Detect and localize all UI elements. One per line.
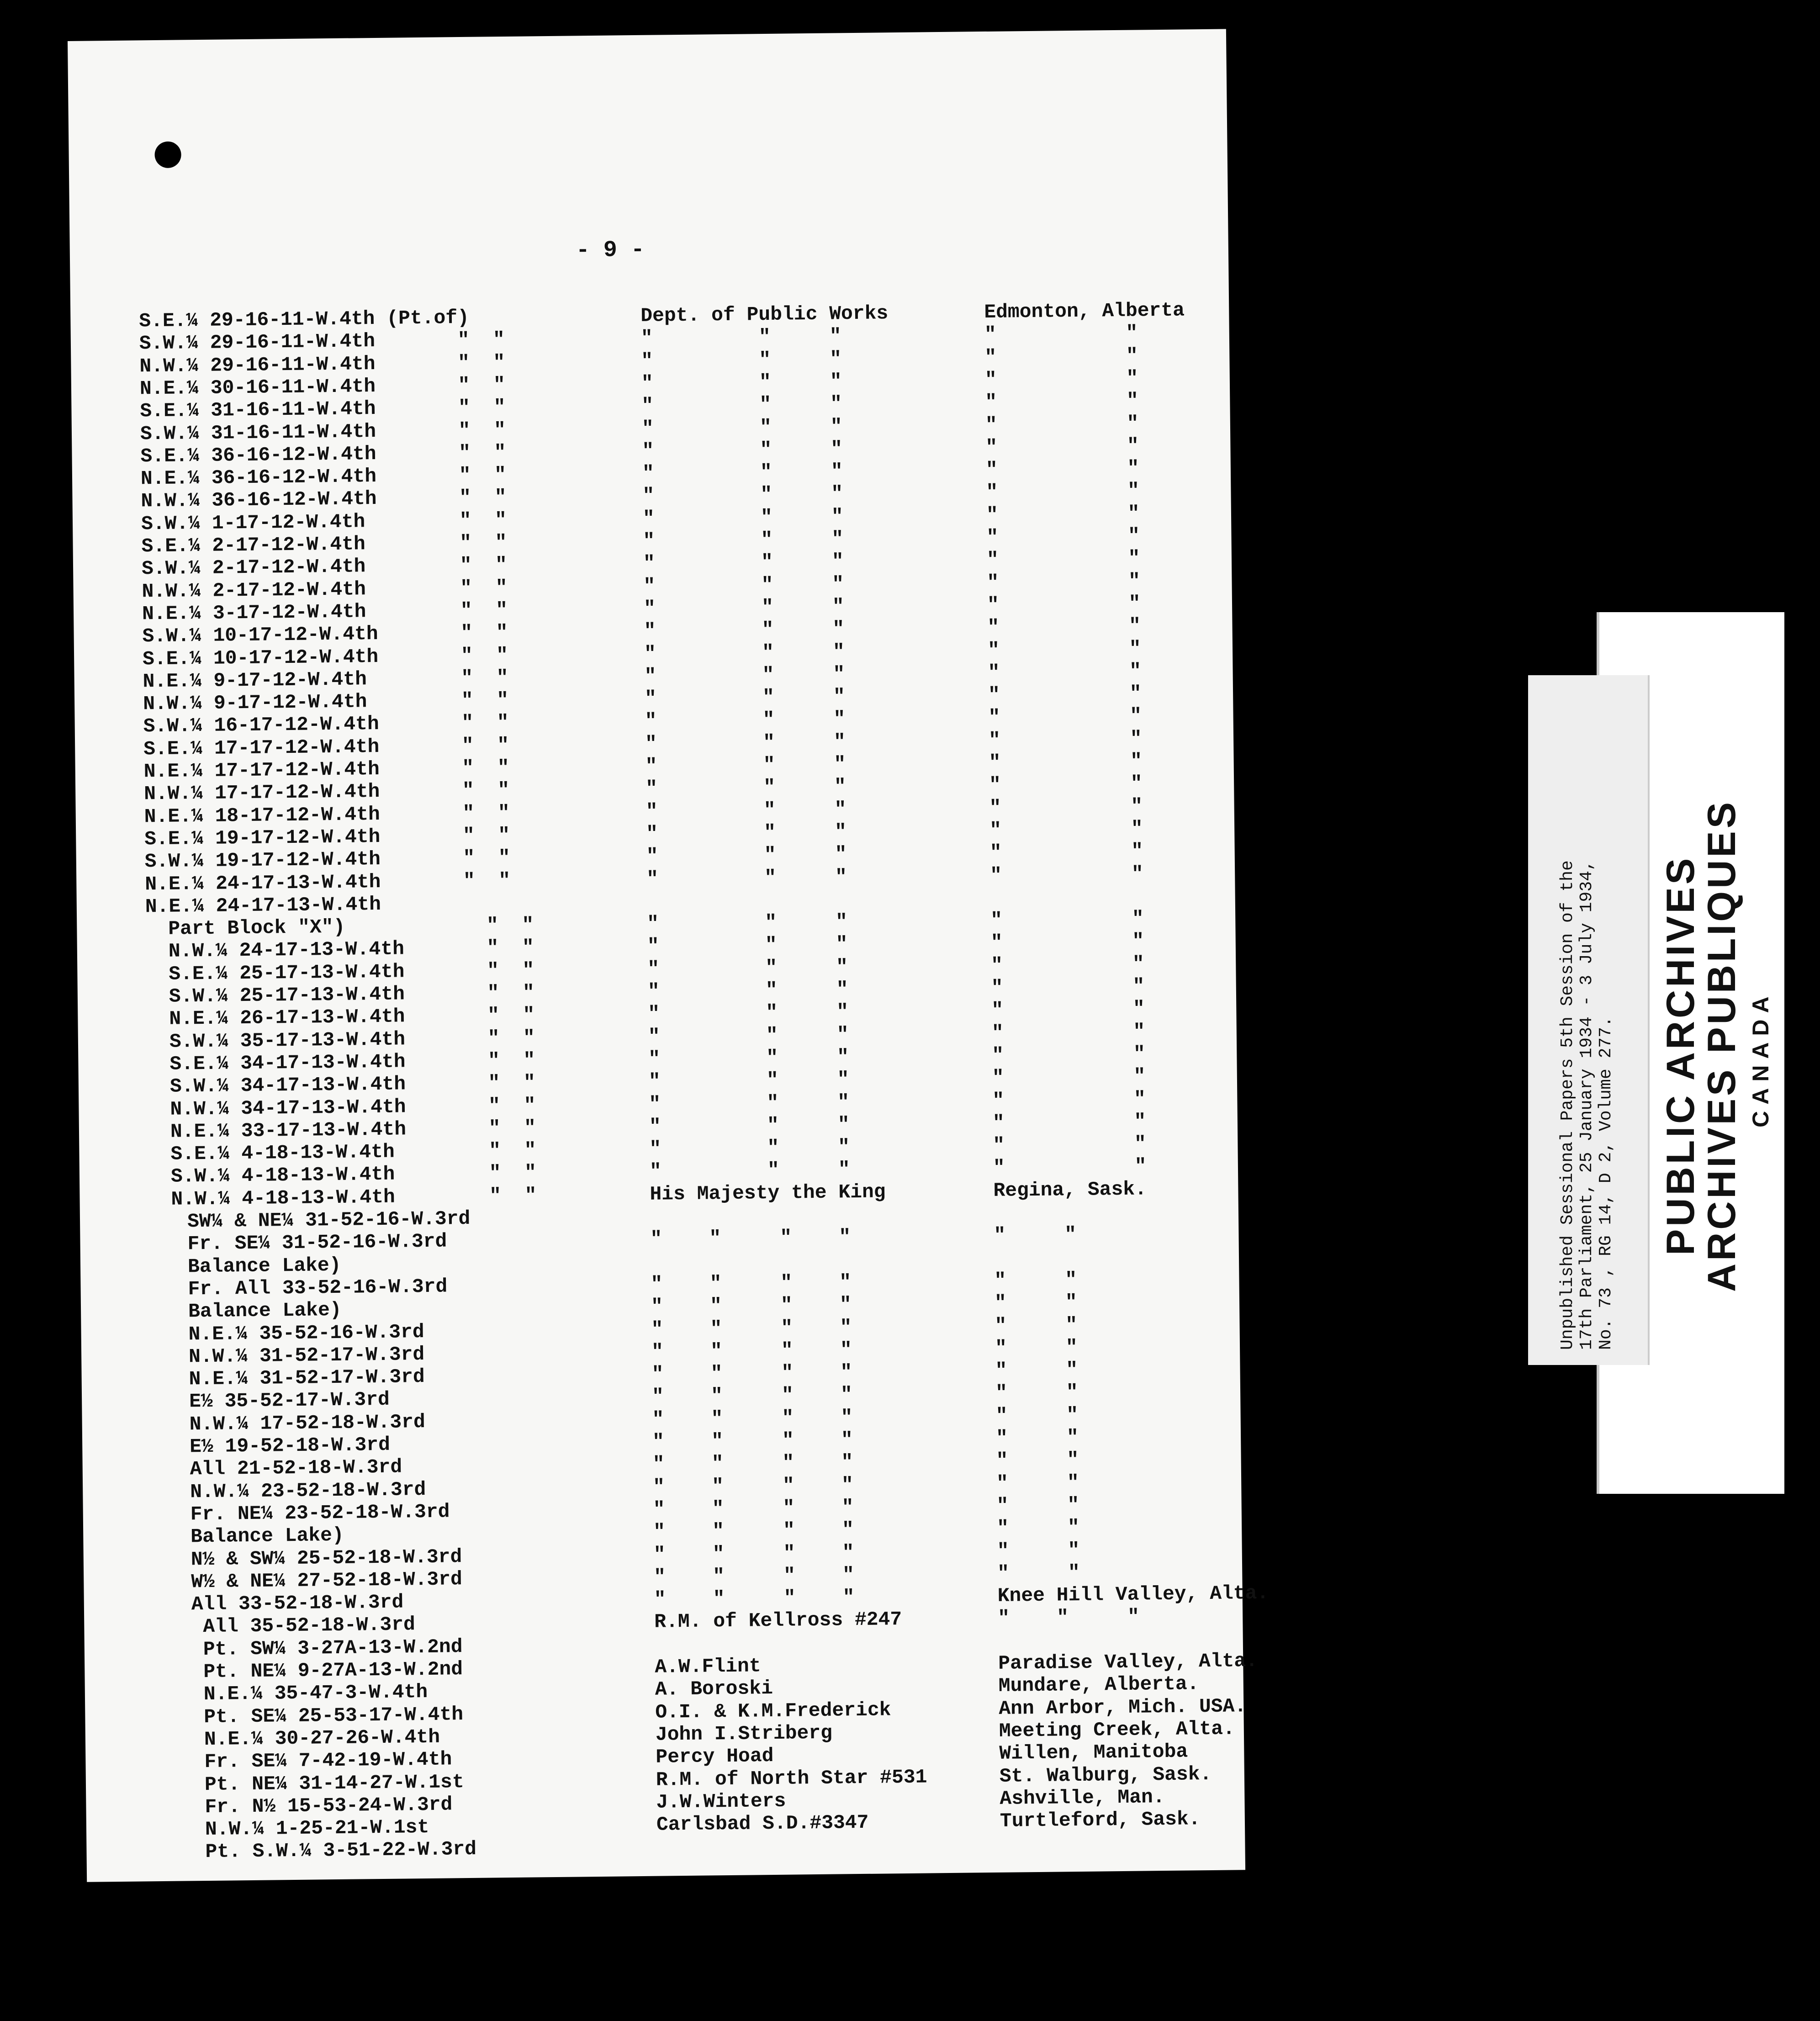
owner-name: " " " — [644, 685, 846, 710]
land-description: S.W.¼ 35-17-13-W.4th " " — [169, 1026, 535, 1053]
land-description: S.E.¼ 19-17-12-W.4th " " — [144, 824, 510, 851]
land-description: SW¼ & NE¼ 31-52-16-W.3rd — [187, 1207, 471, 1233]
owner-name: " " " — [645, 820, 847, 845]
land-description: Fr. NE¼ 23-52-18-W.3rd — [190, 1500, 450, 1526]
owner-name: " " " " — [651, 1293, 852, 1318]
land-description: E½ 19-52-18-W.3rd — [189, 1433, 391, 1458]
owner-location: Edmonton, Alberta — [984, 299, 1185, 324]
land-description: N.E.¼ 36-16-12-W.4th " " — [140, 464, 507, 490]
owner-location: " " — [988, 727, 1142, 751]
owner-name: " " " — [643, 595, 844, 620]
land-description: All 35-52-18-W.3rd — [203, 1613, 416, 1638]
land-description: S.W.¼ 34-17-13-W.4th " " — [169, 1071, 536, 1098]
owner-location: Regina, Sask. — [993, 1178, 1147, 1202]
owner-location: " " — [995, 1336, 1078, 1360]
land-description: N.E.¼ 35-52-16-W.3rd — [188, 1320, 424, 1345]
owner-name: " " " — [648, 1000, 849, 1026]
owner-name: " " " " — [651, 1383, 853, 1408]
owner-location: " " — [985, 412, 1139, 436]
land-description: S.E.¼ 4-18-13-W.4th " " — [170, 1139, 536, 1165]
owner-location: " " — [987, 592, 1141, 616]
land-description: N.E.¼ 30-27-26-W.4th — [204, 1725, 440, 1751]
page-number: - 9 - — [576, 237, 645, 264]
owner-location: " " — [984, 344, 1138, 369]
owner-location: Willen, Manitoba — [999, 1740, 1188, 1765]
stamp-canada: CANADA — [1748, 990, 1773, 1127]
owner-location: " " — [995, 1426, 1079, 1450]
land-list — [68, 29, 1269, 1882]
owner-location: " " — [995, 1403, 1079, 1427]
land-description: S.E.¼ 25-17-13-W.4th " " — [169, 959, 534, 985]
owner-name: " " " — [647, 933, 848, 958]
owner-name: " " " — [647, 955, 848, 980]
land-description: Pt. NE¼ 31-14-27-W.1st — [204, 1770, 464, 1796]
land-description: N.W.¼ 34-17-13-W.4th " " — [170, 1094, 536, 1121]
owner-name: " " " — [648, 1023, 849, 1048]
land-description: Pt. SE¼ 25-53-17-W.4th — [204, 1703, 464, 1728]
owner-name: " " " — [646, 865, 847, 890]
land-description: N.E.¼ 18-17-12-W.4th " " — [144, 801, 510, 828]
owner-name: Percy Hoad — [656, 1745, 774, 1768]
owner-location: Knee Hill Valley, Alta. — [997, 1582, 1269, 1607]
owner-name: A. Boroski — [655, 1677, 773, 1701]
owner-name: Carlsbad S.D.#3347 — [656, 1811, 869, 1836]
owner-location: " " — [988, 660, 1142, 684]
owner-name: " " " — [645, 730, 846, 755]
land-description: S.W.¼ 31-16-11-W.4th " " — [140, 418, 506, 445]
owner-location: " " — [985, 389, 1139, 414]
owner-location: " " — [994, 1291, 1077, 1315]
land-description: N½ & SW¼ 25-52-18-W.3rd — [190, 1545, 462, 1571]
owner-name: His Majesty the King — [650, 1180, 886, 1206]
land-description: Balance Lake) — [190, 1524, 344, 1548]
land-description: Fr. N½ 15-53-24-W.3rd — [205, 1793, 453, 1818]
owner-name: " " " " — [654, 1563, 855, 1588]
owner-name: " " " " — [651, 1338, 852, 1363]
land-description: S.E.¼ 34-17-13-W.4th " " — [169, 1049, 535, 1075]
land-description: N.W.¼ 24-17-13-W.4th " " — [168, 936, 534, 963]
land-description: N.W.¼ 9-17-12-W.4th " " — [143, 689, 509, 715]
owner-location: " " — [989, 750, 1143, 774]
owner-location: " " " — [998, 1606, 1140, 1630]
owner-location: " " — [986, 502, 1140, 526]
owner-name: " " " " — [652, 1451, 853, 1476]
land-description: N.E.¼ 17-17-12-W.4th " " — [143, 756, 509, 783]
owner-location: " " — [993, 1155, 1147, 1180]
owner-location: " " — [986, 479, 1140, 504]
land-description: S.W.¼ 2-17-12-W.4th " " — [141, 554, 508, 580]
owner-location: " " — [989, 862, 1143, 887]
land-description: Part Block "X") " " — [168, 914, 534, 940]
land-description: W½ & NE¼ 27-52-18-W.3rd — [191, 1567, 463, 1593]
owner-name: " " " — [641, 370, 842, 395]
land-description: N.E.¼ 30-16-11-W.4th " " — [139, 373, 506, 400]
owner-location: " " — [990, 930, 1144, 954]
owner-name: " " " " — [651, 1316, 852, 1341]
stamp-archives-publiques: ARCHIVES PUBLIQUES — [1700, 799, 1744, 1292]
land-description: N.E.¼ 24-17-13-W.4th " " — [145, 869, 511, 895]
land-description: S.W.¼ 16-17-12-W.4th " " — [143, 711, 509, 738]
land-description: All 21-52-18-W.3rd — [190, 1455, 402, 1481]
owner-location: " " — [986, 547, 1140, 571]
land-description: S.W.¼ 10-17-12-W.4th " " — [142, 621, 508, 648]
owner-location: " " — [994, 1223, 1077, 1247]
document-page — [68, 29, 1269, 1882]
owner-name: R.M. of Kellross #247 — [654, 1608, 902, 1634]
land-description: Pt. NE¼ 9-27A-13-W.2nd — [203, 1658, 463, 1683]
land-description: N.W.¼ 2-17-12-W.4th " " — [142, 576, 508, 603]
owner-name: " " " — [641, 415, 842, 440]
land-description: Balance Lake) — [187, 1254, 341, 1278]
owner-name: " " " — [642, 505, 843, 530]
land-description: N.E.¼ 26-17-13-W.4th " " — [169, 1004, 535, 1031]
land-description: N.E.¼ 35-47-3-W.4th — [203, 1681, 428, 1706]
land-description: S.W.¼ 19-17-12-W.4th " " — [144, 846, 510, 873]
owner-location: " " — [997, 1561, 1080, 1585]
owner-name: " " " " — [650, 1226, 851, 1251]
land-description: N.W.¼ 17-17-12-W.4th " " — [144, 779, 510, 805]
stamp-public-archives: PUBLIC ARCHIVES — [1659, 855, 1703, 1255]
owner-name: " " " — [649, 1136, 850, 1160]
land-description: Fr. SE¼ 7-42-19-W.4th — [204, 1748, 452, 1773]
owner-name: " " " " — [652, 1473, 854, 1498]
owner-location: " " — [992, 1042, 1146, 1067]
owner-name: " " " " — [653, 1496, 854, 1521]
owner-name: " " " — [643, 572, 844, 598]
land-description: S.E.¼ 10-17-12-W.4th " " — [142, 644, 508, 670]
owner-location: St. Walburg, Sask. — [999, 1762, 1212, 1788]
owner-name: " " " — [641, 347, 842, 372]
owner-name: " " " — [641, 392, 842, 418]
owner-location: " " — [992, 1110, 1146, 1134]
owner-name: " " " " — [653, 1541, 854, 1566]
owner-name: " " " " — [651, 1361, 852, 1386]
owner-location: " " — [986, 524, 1140, 549]
owner-name: " " " — [646, 843, 847, 868]
owner-name: " " " — [647, 978, 848, 1003]
land-description: Balance Lake) — [188, 1299, 342, 1323]
owner-location: " " — [991, 1020, 1145, 1044]
owner-location: " " — [989, 795, 1143, 819]
land-description: S.E.¼ 31-16-11-W.4th " " — [140, 396, 506, 423]
land-description: S.E.¼ 36-16-12-W.4th " " — [140, 441, 506, 468]
owner-name: " " " " — [654, 1586, 855, 1611]
land-description: Pt. S.W.¼ 3-51-22-W.3rd — [205, 1838, 477, 1863]
owner-name: " " " — [642, 482, 843, 508]
owner-location: Ashville, Man. — [1000, 1785, 1165, 1810]
owner-name: " " " — [645, 708, 846, 733]
owner-name: " " " — [644, 618, 845, 643]
land-description: N.E.¼ 33-17-13-W.4th " " — [170, 1116, 536, 1143]
owner-name: " " " — [643, 528, 844, 552]
owner-name: " " " — [647, 910, 848, 935]
owner-name: " " " — [648, 1046, 849, 1070]
owner-location: " " — [987, 637, 1141, 661]
land-description: N.W.¼ 1-25-21-W.1st — [205, 1816, 429, 1841]
owner-location: " " — [988, 704, 1142, 729]
land-description: S.E.¼ 17-17-12-W.4th " " — [143, 734, 509, 761]
land-description: S.W.¼ 1-17-12-W.4th " " — [141, 508, 507, 535]
owner-location: " " — [992, 1087, 1146, 1112]
owner-location: Mundare, Alberta. — [998, 1672, 1199, 1698]
owner-name: " " " — [644, 640, 845, 665]
owner-location: " " — [987, 614, 1141, 639]
owner-location: " " — [996, 1449, 1079, 1472]
land-description: N.E.¼ 24-17-13-W.4th — [145, 893, 381, 918]
owner-location: " " — [989, 840, 1143, 864]
land-description: S.E.¼ 2-17-12-W.4th " " — [141, 531, 507, 558]
owner-location: " " — [995, 1359, 1078, 1382]
owner-name: " " " " — [652, 1406, 853, 1431]
owner-location: " " — [996, 1516, 1080, 1540]
owner-name: " " " — [642, 460, 843, 485]
owner-location: " " — [985, 434, 1139, 459]
land-description: N.W.¼ 31-52-17-W.3rd — [188, 1343, 425, 1368]
owner-location: " " — [996, 1493, 1079, 1517]
owner-name: " " " " — [652, 1428, 853, 1453]
owner-name: " " " — [645, 775, 847, 800]
owner-location: " " — [995, 1381, 1078, 1405]
archive-reference-line-3: No. 73 , RG 14, D 2, Volume 277. — [1596, 1016, 1616, 1350]
owner-location: " " — [990, 907, 1144, 932]
owner-name: " " " " — [653, 1518, 854, 1543]
owner-location: " " — [985, 457, 1139, 481]
owner-name: O.I. & K.M.Frederick — [655, 1698, 891, 1724]
owner-location: " " — [984, 322, 1138, 346]
land-description: N.E.¼ 3-17-12-W.4th " " — [142, 598, 508, 625]
owner-location: " " — [989, 772, 1143, 797]
owner-name: " " " — [645, 798, 847, 823]
owner-location: " " — [995, 1313, 1078, 1337]
land-description: N.W.¼ 29-16-11-W.4th " " — [139, 351, 505, 377]
land-description: N.W.¼ 23-52-18-W.3rd — [190, 1478, 426, 1503]
land-description: S.E.¼ 29-16-11-W.4th (Pt.of) — [139, 306, 470, 333]
land-description: N.W.¼ 17-52-18-W.3rd — [189, 1410, 426, 1436]
land-description: Pt. SW¼ 3-27A-13-W.2nd — [203, 1635, 463, 1661]
land-description: E½ 35-52-17-W.3rd — [189, 1388, 390, 1413]
land-description: S.W.¼ 29-16-11-W.4th " " — [139, 328, 505, 355]
owner-name: " " " " — [651, 1271, 852, 1296]
land-description: Fr. All 33-52-16-W.3rd — [188, 1275, 448, 1301]
owner-location: " " — [991, 952, 1145, 977]
owner-name: R.M. of North Star #531 — [656, 1766, 927, 1791]
owner-name: John I.Striberg — [655, 1721, 833, 1746]
land-description: All 33-52-18-W.3rd — [191, 1591, 404, 1616]
owner-name: " " " — [645, 753, 846, 778]
owner-location: " " — [997, 1539, 1080, 1562]
owner-location: Ann Arbor, Mich. USA. — [999, 1694, 1247, 1720]
owner-location: " " — [991, 975, 1145, 999]
owner-location: " " — [993, 1132, 1147, 1157]
land-description: Fr. SE¼ 31-52-16-W.3rd — [187, 1230, 447, 1255]
land-description: S.W.¼ 4-18-13-W.4th " " — [170, 1161, 537, 1188]
owner-name: " " " — [642, 438, 843, 462]
owner-location: " " — [994, 1268, 1077, 1292]
owner-name: " " " — [648, 1068, 849, 1093]
owner-location: " " — [989, 817, 1143, 841]
owner-location: " " — [984, 367, 1138, 391]
owner-name: Dept. of Public Works — [640, 302, 889, 327]
owner-name: J.W.Winters — [656, 1789, 786, 1814]
owner-location: Paradise Valley, Alta. — [998, 1649, 1258, 1675]
land-description: N.E.¼ 9-17-12-W.4th " " — [143, 666, 508, 693]
owner-name: " " " — [640, 325, 841, 350]
owner-name: " " " — [643, 550, 844, 575]
archive-reference-line-1: Unpublished Sessional Papers 5th Session of the — [1558, 860, 1577, 1350]
owner-name: " " " — [649, 1090, 850, 1116]
land-description: N.W.¼ 36-16-12-W.4th " " — [141, 486, 507, 513]
owner-location: Meeting Creek, Alta. — [999, 1717, 1235, 1742]
owner-location: Turtleford, Sask. — [1000, 1808, 1201, 1832]
owner-name: " " " — [649, 1113, 850, 1138]
owner-location: " " — [996, 1471, 1079, 1495]
archive-reference-line-2: 17th Parliament, 25 January 1934 - 3 July 1934, — [1577, 860, 1597, 1350]
land-description: N.W.¼ 4-18-13-W.4th " " — [171, 1184, 537, 1211]
owner-name: " " " — [649, 1158, 850, 1183]
owner-name: " " " — [644, 663, 845, 688]
owner-location: " " — [987, 570, 1141, 594]
owner-location: " " — [992, 1065, 1146, 1090]
owner-location: " " — [988, 682, 1142, 707]
land-description: S.W.¼ 25-17-13-W.4th " " — [169, 981, 535, 1008]
land-description: N.E.¼ 31-52-17-W.3rd — [189, 1365, 425, 1391]
owner-location: " " — [991, 997, 1145, 1022]
owner-name: A.W.Flint — [655, 1655, 761, 1678]
